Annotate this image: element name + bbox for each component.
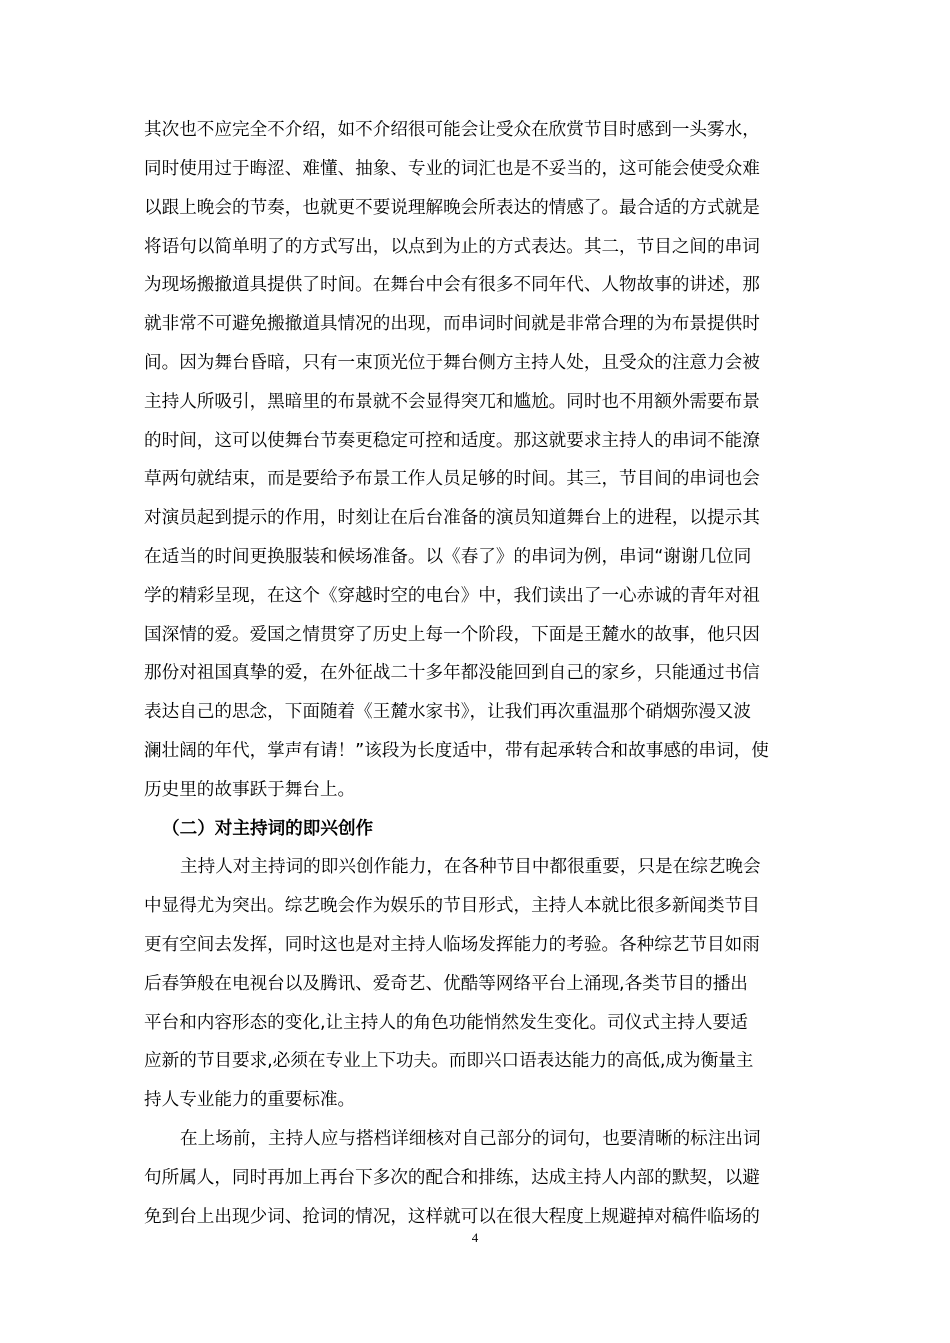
text-line: 将语句以简单明了的方式写出，以点到为止的方式表达。其二，节目之间的串词 <box>144 237 760 257</box>
text-line: 持人专业能力的重要标准。 <box>144 1090 356 1110</box>
text-line: 以跟上晚会的节奏，也就更不要说理解晚会所表达的情感了。最合适的方式就是 <box>144 198 760 218</box>
text-line: 那份对祖国真挚的爱，在外征战二十多年都没能回到自己的家乡，只能通过书信 <box>144 663 760 683</box>
text-line: 的时间，这可以使舞台节奏更稳定可控和适度。那这就要求主持人的串词不能潦 <box>144 431 760 451</box>
text-line: 同时使用过于晦涩、难懂、抽象、专业的词汇也是不妥当的，这可能会使受众难 <box>144 159 760 179</box>
text-line: 后春笋般在电视台以及腾讯、爱奇艺、优酷等网络平台上涌现,各类节目的播出 <box>144 974 748 994</box>
text-line: 在适当的时间更换服装和候场准备。以《春了》的串词为例，串词“谢谢几位同 <box>144 547 752 567</box>
text-line: 在上场前，主持人应与搭档详细核对自己部分的词句，也要清晰的标注出词 <box>180 1129 761 1149</box>
text-line: 历史里的故事跃于舞台上。 <box>144 780 356 800</box>
text-line: 草两句就结束，而是要给予布景工作人员足够的时间。其三，节目间的串词也会 <box>144 469 760 489</box>
text-line: 主持人所吸引，黑暗里的布景就不会显得突兀和尴尬。同时也不用额外需要布景 <box>144 392 760 412</box>
text-line: 对演员起到提示的作用，时刻让在后台准备的演员知道舞台上的进程，以提示其 <box>144 508 760 528</box>
text-line: 表达自己的思念，下面随着《王麓水家书》，让我们再次重温那个硝烟弥漫又波 <box>144 702 751 722</box>
page-number: 4 <box>471 1230 479 1245</box>
text-line: 学的精彩呈现，在这个《穿越时空的电台》中，我们读出了一心赤诚的青年对祖 <box>144 586 760 606</box>
section-heading: （二）对主持词的即兴创作 <box>162 819 374 839</box>
text-line: 主持人对主持词的即兴创作能力，在各种节目中都很重要，只是在综艺晚会 <box>180 857 761 877</box>
text-line: 就非常不可避免搬撤道具情况的出现，而串词时间就是非常合理的为布景提供时 <box>144 314 760 334</box>
text-line: 句所属人，同时再加上再台下多次的配合和排练，达成主持人内部的默契，以避 <box>144 1168 760 1188</box>
text-line: 为现场搬撤道具提供了时间。在舞台中会有很多不同年代、人物故事的讲述，那 <box>144 275 760 295</box>
text-line: 应新的节目要求,必须在专业上下功夫。而即兴口语表达能力的高低,成为衡量主 <box>144 1051 754 1071</box>
text-line: 免到台上出现少词、抢词的情况，这样就可以在很大程度上规避掉对稿件临场的 <box>144 1207 760 1227</box>
text-line: 更有空间去发挥，同时这也是对主持人临场发挥能力的考验。各种综艺节目如雨 <box>144 935 760 955</box>
text-line: 平台和内容形态的变化,让主持人的角色功能悄然发生变化。司仪式主持人要适 <box>144 1013 748 1033</box>
text-line: 中显得尤为突出。综艺晚会作为娱乐的节目形式，主持人本就比很多新闻类节目 <box>144 896 760 916</box>
text-line: 国深情的爱。爱国之情贯穿了历史上每一个阶段，下面是王麓水的故事，他只因 <box>144 625 760 645</box>
text-line: 其次也不应完全不介绍，如不介绍很可能会让受众在欣赏节目时感到一头雾水， <box>144 120 760 140</box>
text-line: 间。因为舞台昏暗，只有一束顶光位于舞台侧方主持人处，且受众的注意力会被 <box>144 353 760 373</box>
text-line: 澜壮阔的年代，掌声有请！”该段为长度适中，带有起承转合和故事感的串词，使 <box>144 741 769 761</box>
